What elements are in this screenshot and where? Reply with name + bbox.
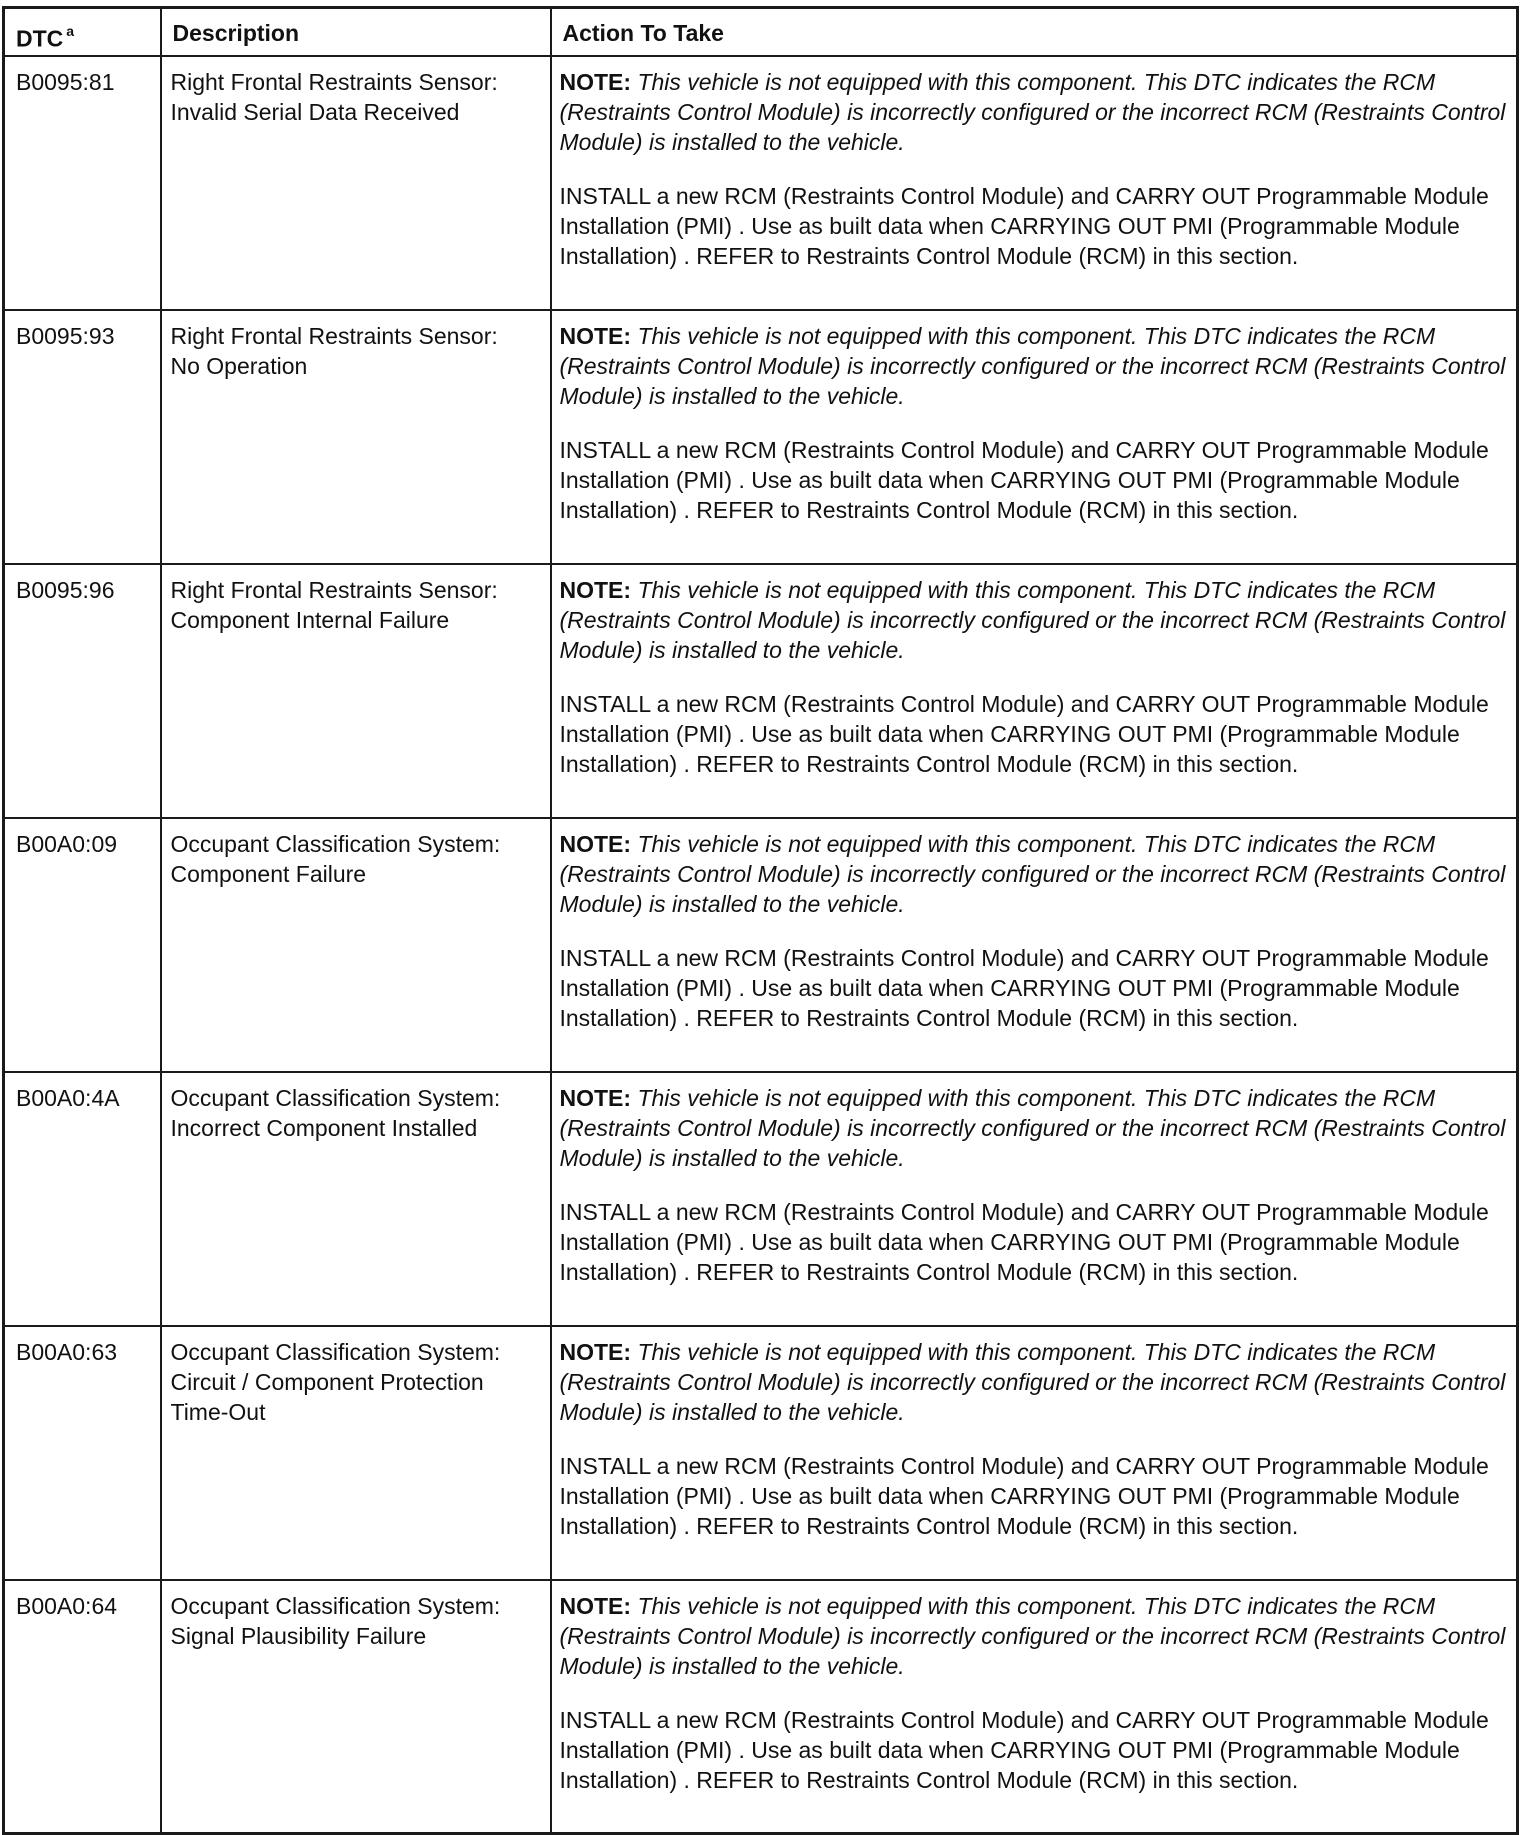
note-text: This vehicle is not equipped with this component. This DTC indicates the RCM (Restraints Control Module) is incorrectly configured or the incorrect RCM (Restraints Control Module) is installed to the vehicle. — [559, 1592, 1506, 1679]
note-text: This vehicle is not equipped with this component. This DTC indicates the RCM (Restraints Control Module) is incorrectly configured or the incorrect RCM (Restraints Control Module) is installed to the vehicle. — [559, 68, 1506, 155]
description-cell — [161, 1580, 551, 1834]
dtc-code: B00A0:63 — [16, 1338, 118, 1365]
description-cell — [161, 564, 551, 818]
action-instruction: INSTALL a new RCM (Restraints Control Module) and CARRY OUT Programmable Module Installation (PMI) . Use as built data when CARRYING OUT PMI (Programmable Module Installation) . REFER to Restraints Control Module (RCM) in this section. — [559, 1706, 1489, 1793]
table-row — [4, 1580, 1518, 1834]
dtc-code-cell — [4, 310, 161, 564]
action-instruction: INSTALL a new RCM (Restraints Control Module) and CARRY OUT Programmable Module Installation (PMI) . Use as built data when CARRYING OUT PMI (Programmable Module Installation) . REFER to Restraints Control Module (RCM) in this section. — [559, 1452, 1489, 1539]
note-paragraph — [560, 67, 1509, 157]
action-cell — [551, 1580, 1518, 1834]
description-line: Circuit / Component Protection — [170, 1368, 484, 1395]
action-instruction: INSTALL a new RCM (Restraints Control Module) and CARRY OUT Programmable Module Installation (PMI) . Use as built data when CARRYING OUT PMI (Programmable Module Installation) . REFER to Restraints Control Module (RCM) in this section. — [559, 690, 1489, 777]
action-cell — [551, 564, 1518, 818]
table-header — [4, 8, 1518, 56]
table-row — [4, 818, 1518, 1072]
note-label: NOTE: — [559, 1084, 632, 1111]
table-row — [4, 1326, 1518, 1580]
table-row — [4, 56, 1518, 310]
action-cell — [551, 818, 1518, 1072]
description-line: Right Frontal Restraints Sensor: — [170, 68, 498, 95]
description-cell — [161, 310, 551, 564]
header-action — [551, 8, 1518, 56]
description-line: Occupant Classification System: — [170, 1084, 501, 1111]
note-text: This vehicle is not equipped with this component. This DTC indicates the RCM (Restraints Control Module) is incorrectly configured or the incorrect RCM (Restraints Control Module) is installed to the vehicle. — [559, 322, 1506, 409]
description-line: Occupant Classification System: — [170, 1592, 501, 1619]
action-cell — [551, 1326, 1518, 1580]
dtc-code-cell — [4, 56, 161, 310]
dtc-code-cell — [4, 818, 161, 1072]
dtc-code: B00A0:64 — [16, 1592, 118, 1619]
table-body — [4, 56, 1518, 1834]
description-line: Time-Out — [170, 1398, 266, 1425]
dtc-code: B0095:81 — [16, 68, 115, 95]
action-instruction: INSTALL a new RCM (Restraints Control Module) and CARRY OUT Programmable Module Installation (PMI) . Use as built data when CARRYING OUT PMI (Programmable Module Installation) . REFER to Restraints Control Module (RCM) in this section. — [559, 436, 1489, 523]
dtc-code-cell — [4, 1326, 161, 1580]
note-paragraph — [560, 575, 1509, 665]
note-label: NOTE: — [559, 322, 632, 349]
header-row — [4, 8, 1518, 56]
description-line: No Operation — [170, 352, 308, 379]
header-description — [161, 8, 551, 56]
note-text: This vehicle is not equipped with this component. This DTC indicates the RCM (Restraints Control Module) is incorrectly configured or the incorrect RCM (Restraints Control Module) is installed to the vehicle. — [559, 1084, 1506, 1171]
dtc-code: B00A0:4A — [16, 1084, 120, 1111]
header-dtc-footnote-marker: a — [66, 23, 75, 39]
dtc-table — [2, 6, 1519, 1835]
description-cell — [161, 1326, 551, 1580]
action-instruction: INSTALL a new RCM (Restraints Control Module) and CARRY OUT Programmable Module Installation (PMI) . Use as built data when CARRYING OUT PMI (Programmable Module Installation) . REFER to Restraints Control Module (RCM) in this section. — [559, 1198, 1489, 1285]
note-text: This vehicle is not equipped with this component. This DTC indicates the RCM (Restraints Control Module) is incorrectly configured or the incorrect RCM (Restraints Control Module) is installed to the vehicle. — [559, 1338, 1506, 1425]
note-text: This vehicle is not equipped with this component. This DTC indicates the RCM (Restraints Control Module) is incorrectly configured or the incorrect RCM (Restraints Control Module) is installed to the vehicle. — [559, 576, 1506, 663]
note-paragraph — [560, 321, 1509, 411]
description-line: Occupant Classification System: — [170, 830, 501, 857]
description-line: Right Frontal Restraints Sensor: — [170, 576, 498, 603]
action-instruction: INSTALL a new RCM (Restraints Control Module) and CARRY OUT Programmable Module Installation (PMI) . Use as built data when CARRYING OUT PMI (Programmable Module Installation) . REFER to Restraints Control Module (RCM) in this section. — [559, 944, 1489, 1031]
action-cell — [551, 56, 1518, 310]
description-line: Occupant Classification System: — [170, 1338, 501, 1365]
description-line: Incorrect Component Installed — [170, 1114, 478, 1141]
dtc-code: B0095:96 — [16, 576, 115, 603]
description-line: Invalid Serial Data Received — [170, 98, 460, 125]
table-row — [4, 1072, 1518, 1326]
header-action-label: Action To Take — [562, 20, 724, 46]
note-label: NOTE: — [559, 1338, 632, 1365]
header-dtc — [4, 8, 161, 56]
header-dtc-label: DTC — [16, 25, 64, 52]
table-row — [4, 564, 1518, 818]
note-label: NOTE: — [559, 68, 632, 95]
description-line: Component Internal Failure — [170, 606, 450, 633]
action-instruction: INSTALL a new RCM (Restraints Control Module) and CARRY OUT Programmable Module Installation (PMI) . Use as built data when CARRYING OUT PMI (Programmable Module Installation) . REFER to Restraints Control Module (RCM) in this section. — [559, 182, 1489, 269]
description-cell — [161, 818, 551, 1072]
note-paragraph — [560, 1337, 1509, 1427]
description-line: Component Failure — [170, 860, 367, 887]
header-description-label: Description — [172, 20, 300, 46]
description-cell — [161, 1072, 551, 1326]
note-label: NOTE: — [559, 1592, 632, 1619]
note-paragraph — [560, 1083, 1509, 1173]
dtc-code-cell — [4, 1580, 161, 1834]
description-line: Right Frontal Restraints Sensor: — [170, 322, 498, 349]
action-cell — [551, 310, 1518, 564]
note-text: This vehicle is not equipped with this component. This DTC indicates the RCM (Restraints Control Module) is incorrectly configured or the incorrect RCM (Restraints Control Module) is installed to the vehicle. — [559, 830, 1506, 917]
dtc-code-cell — [4, 564, 161, 818]
note-paragraph — [560, 829, 1509, 919]
dtc-code: B0095:93 — [16, 322, 115, 349]
note-label: NOTE: — [559, 576, 632, 603]
dtc-code-cell — [4, 1072, 161, 1326]
note-label: NOTE: — [559, 830, 632, 857]
table-row — [4, 310, 1518, 564]
description-cell — [161, 56, 551, 310]
note-paragraph — [560, 1591, 1509, 1681]
action-cell — [551, 1072, 1518, 1326]
dtc-code: B00A0:09 — [16, 830, 118, 857]
description-line: Signal Plausibility Failure — [170, 1622, 427, 1649]
